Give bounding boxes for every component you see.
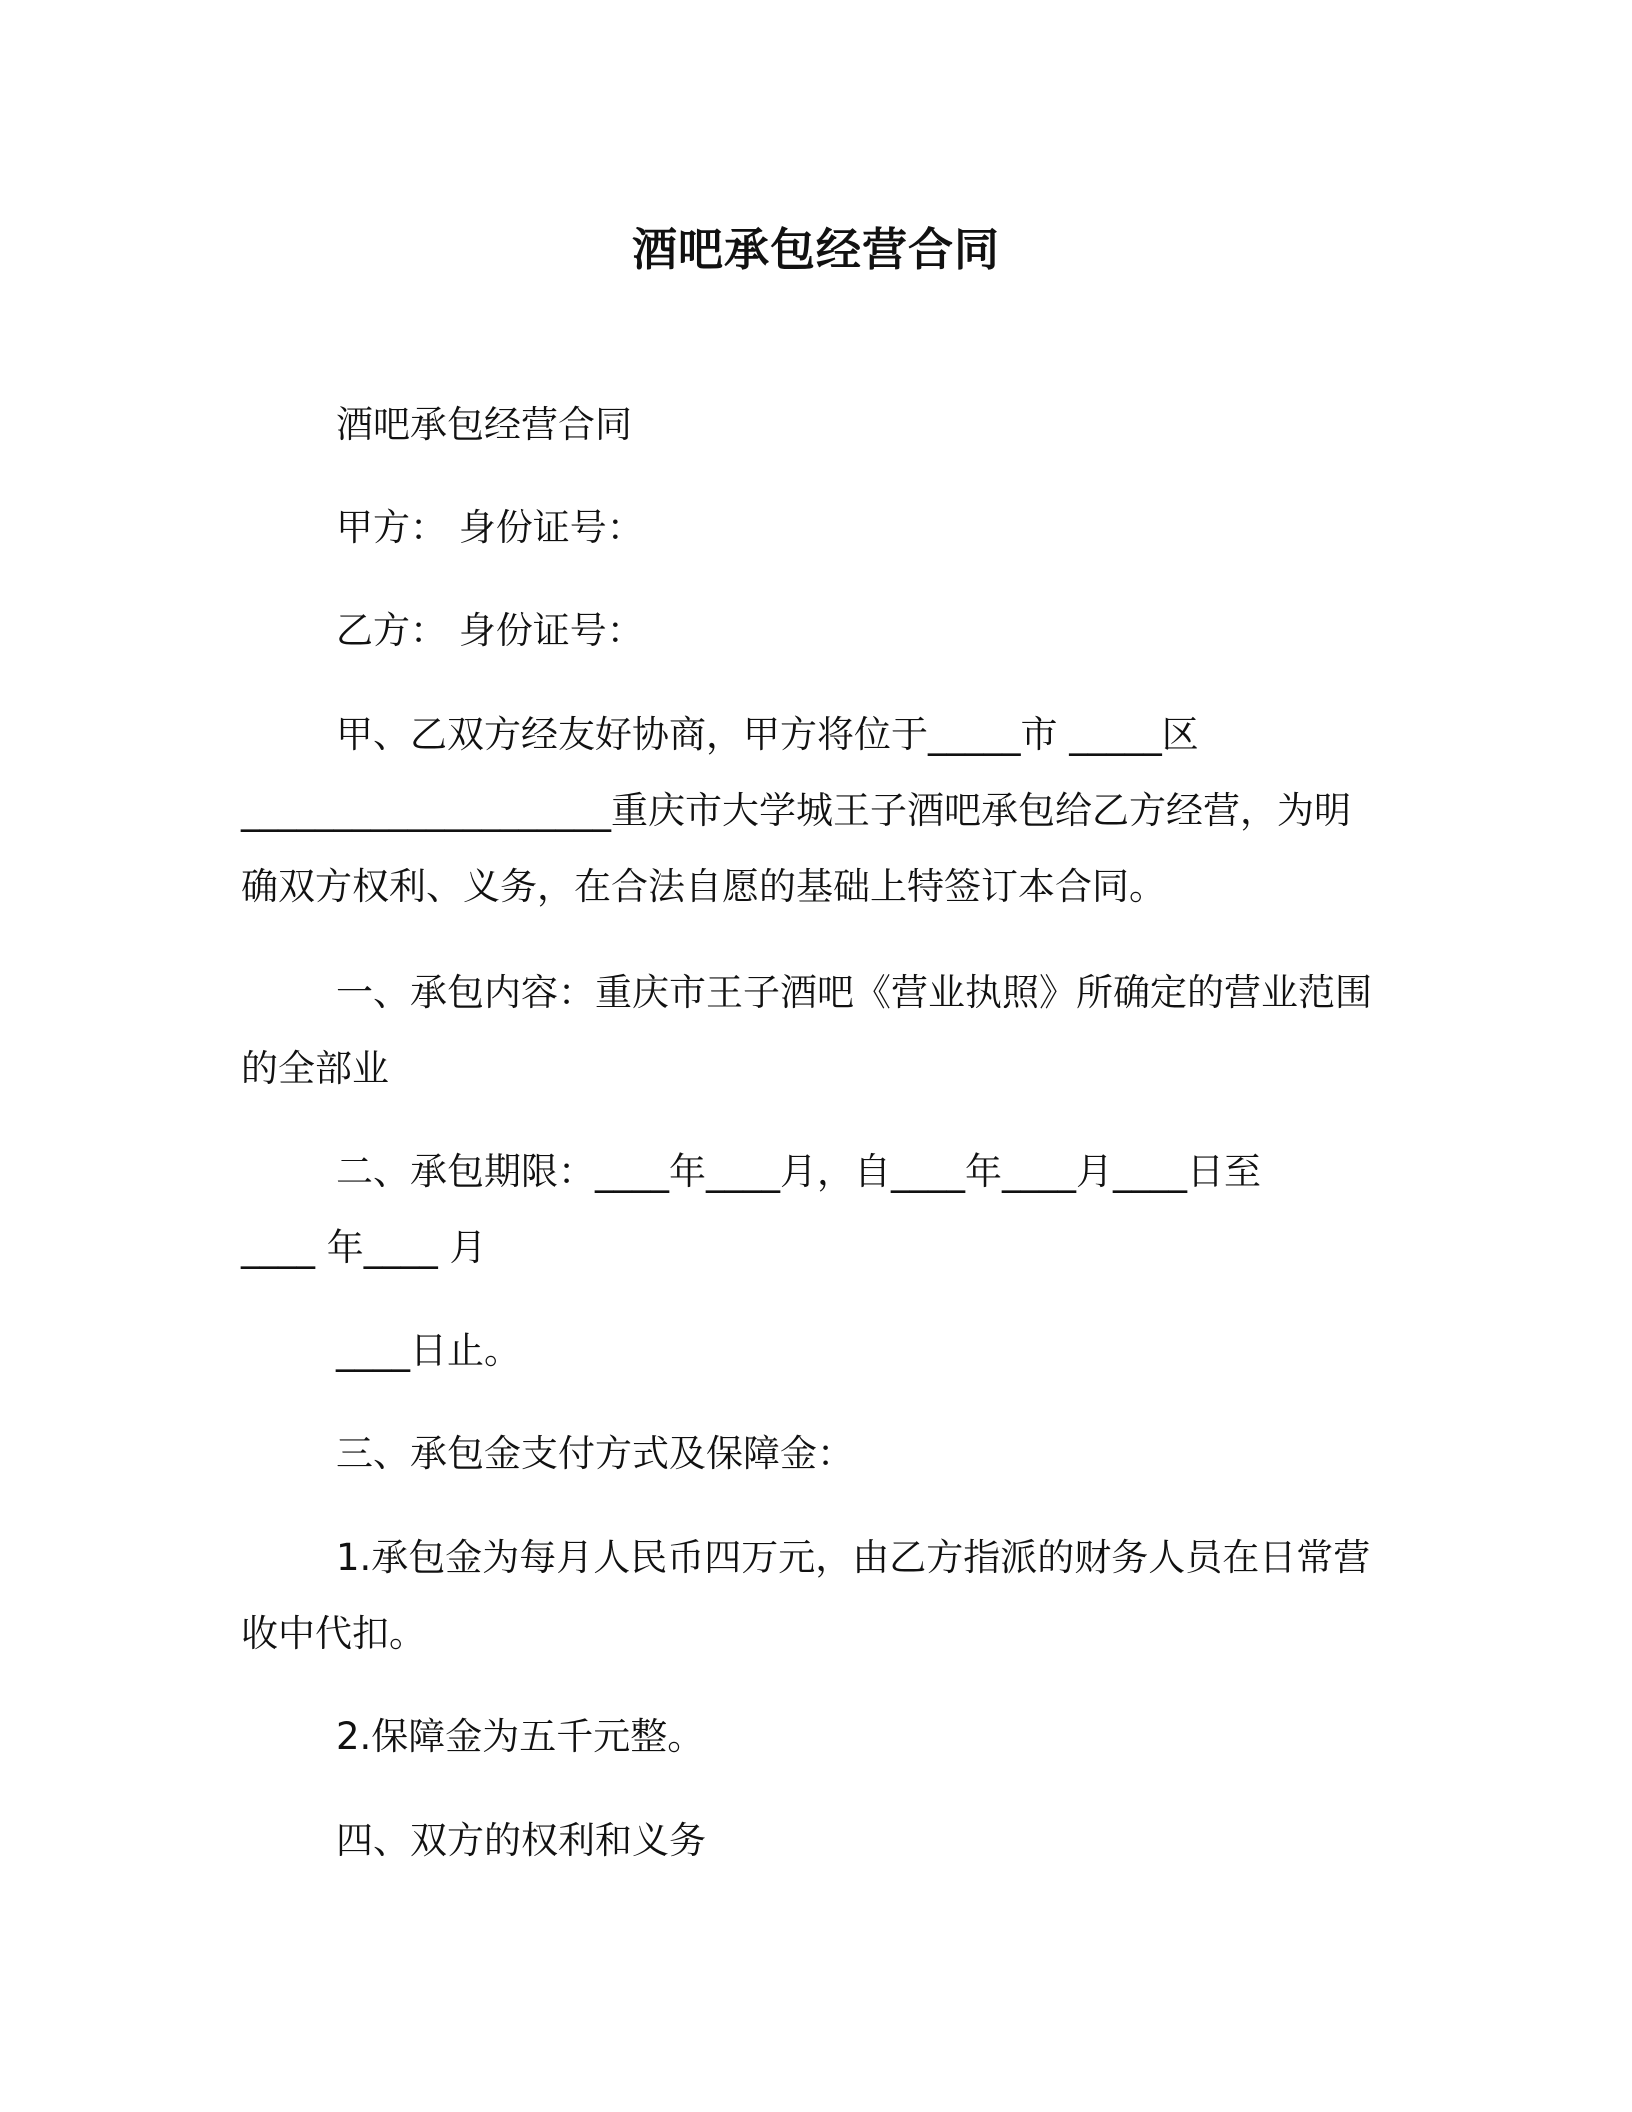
paragraph-payment-heading	[241, 1416, 1391, 1492]
paragraph-line: ____日止。	[336, 1329, 521, 1372]
paragraph-party-b	[241, 593, 1391, 669]
paragraph-line: 三、承包金支付方式及保障金：	[336, 1432, 854, 1475]
paragraph-preamble	[241, 697, 1391, 925]
paragraph-line: 确双方权利、义务，在合法自愿的基础上特签订本合同。	[241, 865, 1166, 908]
paragraph-line: 的全部业	[241, 1047, 389, 1090]
paragraph-line: 收中代扣。	[241, 1612, 426, 1655]
paragraph-line: 甲、乙双方经友好协商，甲方将位于_____市 _____区	[336, 713, 1199, 756]
paragraph-line: ____ 年____ 月	[241, 1226, 487, 1269]
paragraph-line: 1.承包金为每月人民币四万元，由乙方指派的财务人员在日常营	[336, 1536, 1371, 1579]
paragraph-line: 二、承包期限：____年____月，自____年____月____日至	[336, 1150, 1261, 1193]
paragraph-party-a	[241, 490, 1391, 566]
paragraph-line: 四、双方的权利和义务	[336, 1819, 706, 1862]
document-title: 酒吧承包经营合同	[631, 223, 1000, 276]
paragraph-line: 酒吧承包经营合同	[336, 403, 632, 446]
paragraph-deposit	[241, 1699, 1391, 1775]
paragraph-term-end	[241, 1313, 1391, 1389]
paragraph-heading	[241, 387, 1391, 463]
paragraph-contract-fee	[241, 1520, 1391, 1672]
paragraph-line: ____________________重庆市大学城王子酒吧承包给乙方经营，为明	[241, 789, 1351, 832]
paragraph-line: 甲方： 身份证号：	[336, 506, 644, 549]
paragraph-line: 2.保障金为五千元整。	[336, 1715, 705, 1758]
paragraph-line: 一、承包内容：重庆市王子酒吧《营业执照》所确定的营业范围	[336, 971, 1372, 1014]
paragraph-rights-heading	[241, 1803, 1391, 1879]
paragraph-contract-term	[241, 1134, 1391, 1286]
paragraph-line: 乙方： 身份证号：	[336, 609, 644, 652]
paragraph-contract-content	[241, 955, 1391, 1107]
